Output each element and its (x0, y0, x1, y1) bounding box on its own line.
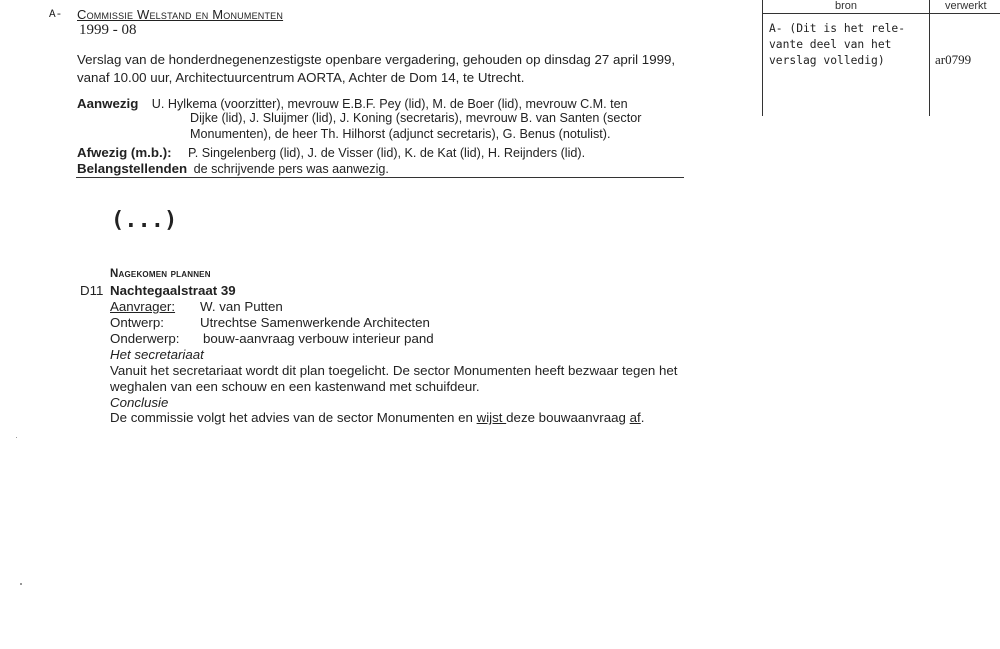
scan-speck (20, 583, 22, 585)
omission-marker: (...) (111, 208, 178, 233)
conclusion-part-1: De commissie volgt het advies van de sector Monumenten en (110, 410, 477, 425)
absent-text: P. Singelenberg (lid), J. de Visser (lid), K. de Kat (lid), H. Reijnders (lid). (188, 146, 586, 160)
source-column-header: bron (835, 0, 858, 12)
interested-text: de schrijvende pers was aanwezig. (193, 162, 389, 176)
interested-label: Belangstellenden (77, 161, 188, 176)
late-plans-heading: Nagekomen plannen (110, 268, 211, 280)
subject-label: Onderwerp: (110, 331, 180, 346)
design-label: Ontwerp: (110, 315, 164, 330)
present-line-1: U. Hylkema (voorzitter), mevrouw E.B.F. Pey (lid), M. de Boer (lid), mevrouw C.M. ten (151, 97, 628, 111)
table-column-divider (929, 0, 930, 116)
case-code: D11 (80, 283, 104, 298)
subject-value: bouw-aanvraag verbouw interieur pand (203, 331, 434, 346)
section-divider (76, 177, 684, 178)
absent-label: Afwezig (m.b.): (77, 145, 172, 160)
document-prefix: A- (49, 9, 63, 21)
applicant-value: W. van Putten (200, 299, 283, 314)
applicant-label: Aanvrager: (110, 299, 176, 314)
scan-speck (16, 437, 17, 438)
case-title: Nachtegaalstraat 39 (110, 283, 236, 298)
secretariat-text: Vanuit het secretariaat wordt dit plan toegelicht. De sector Monumenten heeft bezwaar tegen het weghalen van een schouw en een kastenwand met schuifdeur. (110, 363, 678, 394)
conclusion-text (110, 410, 644, 425)
source-note: A- (Dit is het rele- vante deel van het verslag volledig) (769, 22, 906, 67)
archive-code: ar0799 (935, 52, 972, 67)
conclusion-underlined-wijst: wijst (476, 410, 507, 425)
document-number: 1999 - 08 (79, 22, 137, 38)
intro-paragraph: Verslag van de honderdnegenenzestigste openbare vergadering, gehouden op dinsdag 27 april 1999, vanaf 10.00 uur, Architectuurcentrum AORTA, Achter de Dom 14, te Utrecht. (77, 52, 676, 85)
design-value: Utrechtse Samenwerkende Architecten (200, 315, 430, 330)
conclusion-heading: Conclusie (110, 395, 169, 410)
table-header-divider (763, 13, 1000, 14)
source-table (762, 0, 1000, 116)
secretariat-heading: Het secretariaat (110, 347, 204, 362)
commission-title: Commissie Welstand en Monumenten (77, 7, 284, 22)
present-line-2: Dijke (lid), J. Sluijmer (lid), J. Koning (secretaris), mevrouw B. van Santen (sector (190, 111, 642, 125)
conclusion-end: . (640, 410, 645, 425)
conclusion-part-2: deze bouwaanvraag (506, 410, 630, 425)
present-line-3: Monumenten), de heer Th. Hilhorst (adjunct secretaris), G. Benus (notulist). (190, 127, 611, 141)
conclusion-underlined-af: af (629, 410, 641, 425)
processed-column-header: verwerkt (945, 0, 987, 12)
present-label: Aanwezig (77, 96, 139, 111)
attendance-interested-row (77, 160, 389, 178)
